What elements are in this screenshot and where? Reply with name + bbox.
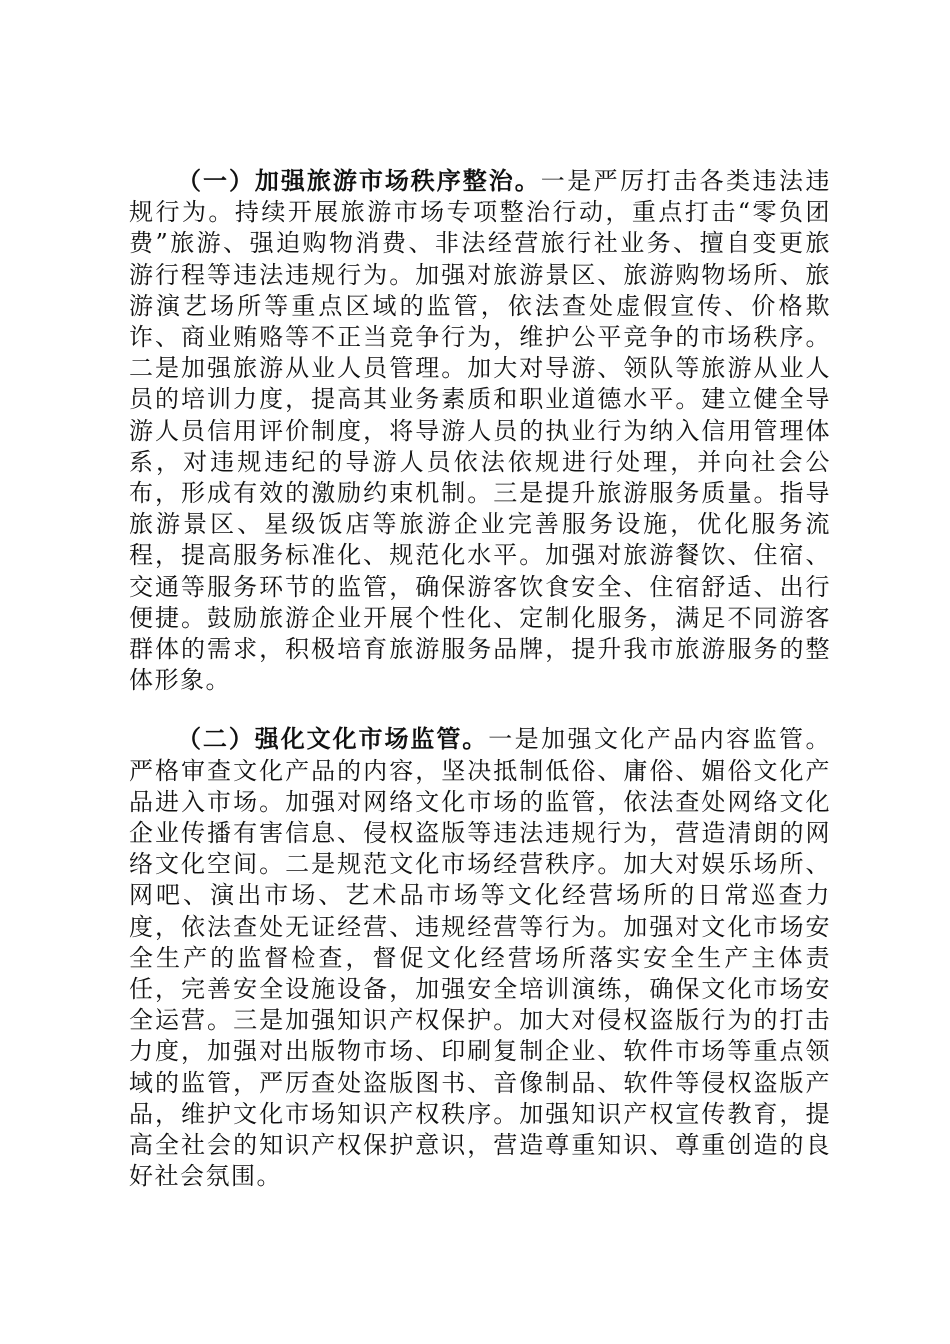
paragraph-text: 一是加强文化产品内容监管。严格审查文化产品的内容，坚决抵制低俗、庸俗、媚俗文化产品进入市场。加强对网络文化市场的监管，依法查处网络文化企业传播有害信息、侵权盗版等违法违规行为，营造清朗的网络文化空间。二是规范文化市场经营秩序。加大对娱乐场所、网吧、演出市场、艺术品市场等文化经营场所的日常巡查力度，依法查处无证经营、违规经营等行为。加强对文化市场安全生产的监督检查，督促文化经营场所落实安全生产主体责任，完善安全设施设备，加强安全培训演练，确保文化市场安全运营。三是加强知识产权保护。加大对侵权盗版行为的打击力度，加强对出版物市场、印刷复制企业、软件市场等重点领域的监管，严厉查处盗版图书、音像制品、软件等侵权盗版产品，维护文化市场知识产权秩序。加强知识产权宣传教育，提高全社会的知识产权保护意识，营造尊重知识、尊重创造的良好社会氛围。 [129, 725, 831, 1191]
paragraph-heading: （二）强化文化市场监管。 [177, 725, 489, 754]
paragraph-culture-market [129, 724, 831, 1192]
paragraph-tourism-market [129, 166, 831, 696]
paragraph-heading: （一）加强旅游市场秩序整治。 [177, 167, 541, 195]
paragraph-text: 一是严厉打击各类违法违规行为。持续开展旅游市场专项整治行动，重点打击“零负团费”旅游、强迫购物消费、非法经营旅行社业务、擅自变更旅游行程等违法违规行为。加强对旅游景区、旅游购物场所、旅游演艺场所等重点区域的监管，依法查处虚假宣传、价格欺诈、商业贿赂等不正当竞争行为，维护公平竞争的市场秩序。二是加强旅游从业人员管理。加大对导游、领队等旅游从业人员的培训力度，提高其业务素质和职业道德水平。建立健全导游人员信用评价制度，将导游人员的执业行为纳入信用管理体系，对违规违纪的导游人员依法依规进行处理，并向社会公布，形成有效的激励约束机制。三是提升旅游服务质量。指导旅游景区、星级饭店等旅游企业完善服务设施，优化服务流程，提高服务标准化、规范化水平。加强对旅游餐饮、住宿、交通等服务环节的监管，确保游客饮食安全、住宿舒适、出行便捷。鼓励旅游企业开展个性化、定制化服务，满足不同游客群体的需求，积极培育旅游服务品牌，提升我市旅游服务的整体形象。 [129, 167, 832, 695]
document-body [129, 166, 831, 1193]
